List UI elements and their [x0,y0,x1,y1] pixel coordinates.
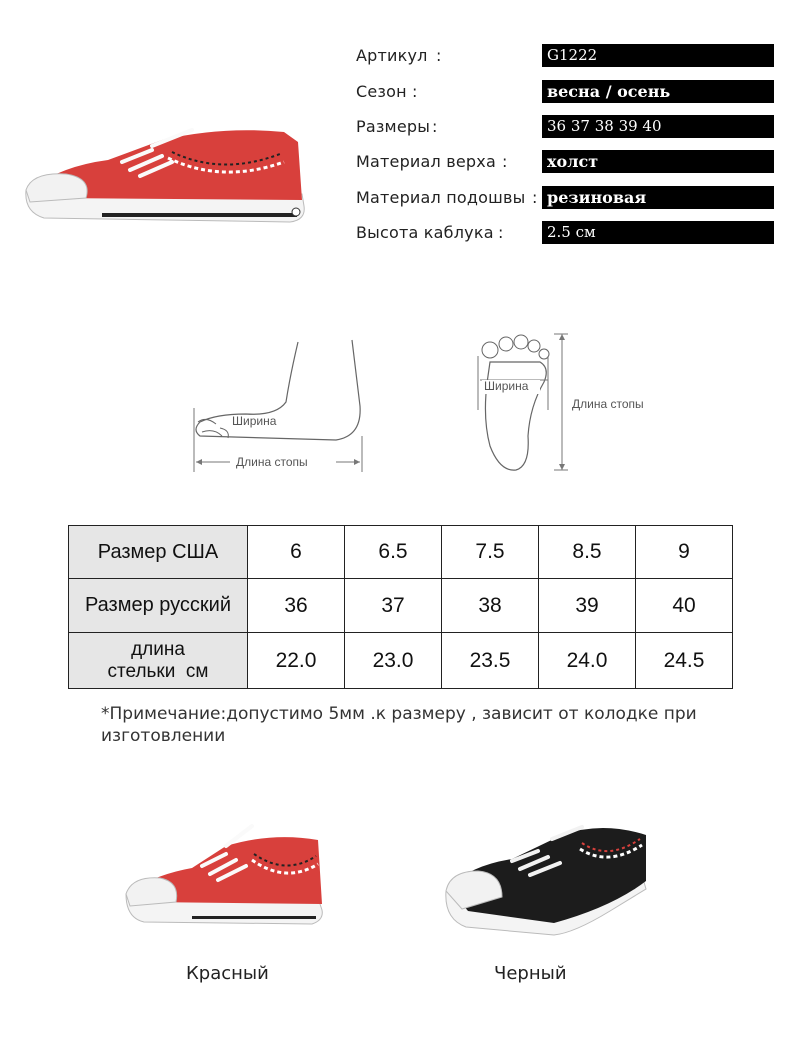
spec-label: Артикул [356,46,428,65]
spec-row-season: Сезон : весна / осень [356,80,776,104]
spec-row-sole-material: Материал подошвы : резиновая [356,186,776,210]
table-cell: 22.0 [248,633,345,689]
length-label: Длина стопы [236,455,308,469]
spec-label: Размеры [356,117,431,136]
spec-value: 2.5 см [542,221,774,244]
foot-side-diagram [186,336,376,476]
table-cell: 6.5 [345,526,442,579]
width-label: Ширина [484,379,529,393]
spec-row-sizes: Размеры : 36 37 38 39 40 [356,115,776,139]
table-cell: 38 [442,579,539,633]
table-row [69,579,733,633]
length-label: Длина стопы [572,397,644,411]
row-header-line: стельки см [107,660,209,682]
foot-top-diagram [470,326,670,476]
row-header: Размер русский [69,579,248,633]
size-table [68,525,733,689]
table-cell: 9 [636,526,733,579]
table-cell: 6 [248,526,345,579]
spec-value: 36 37 38 39 40 [542,115,774,138]
red-shoe-main-image [22,118,312,238]
spec-value: весна / осень [542,80,774,103]
spec-label: Материал подошвы [356,188,526,207]
table-cell: 7.5 [442,526,539,579]
spec-row-heel-height: Высота каблука : 2.5 см [356,221,776,245]
spec-row-article: Артикул : G1222 [356,44,776,68]
color-label-black: Черный [494,963,567,984]
spec-label: Сезон [356,82,407,101]
width-label: Ширина [232,414,277,428]
red-shoe-variant-image [122,818,332,930]
table-row [69,526,733,579]
table-cell: 36 [248,579,345,633]
table-cell: 37 [345,579,442,633]
table-cell: 8.5 [539,526,636,579]
table-row [69,633,733,689]
row-header [69,633,248,689]
row-header-line: длина [131,638,185,660]
spec-value: резиновая [542,186,774,209]
table-cell: 24.5 [636,633,733,689]
table-cell: 39 [539,579,636,633]
spec-row-upper-material: Материал верха : холст [356,150,776,174]
black-shoe-variant-image [442,815,652,939]
row-header: Размер США [69,526,248,579]
table-cell: 23.0 [345,633,442,689]
spec-value: G1222 [542,44,774,67]
color-label-red: Красный [186,963,269,984]
table-cell: 40 [636,579,733,633]
spec-label: Высота каблука [356,223,494,242]
table-cell: 24.0 [539,633,636,689]
table-cell: 23.5 [442,633,539,689]
spec-value: холст [542,150,774,173]
size-note: *Примечание:допустимо 5мм .к размеру , зависит от колодке при изготовлении [101,704,697,746]
spec-label: Материал верха [356,152,496,171]
